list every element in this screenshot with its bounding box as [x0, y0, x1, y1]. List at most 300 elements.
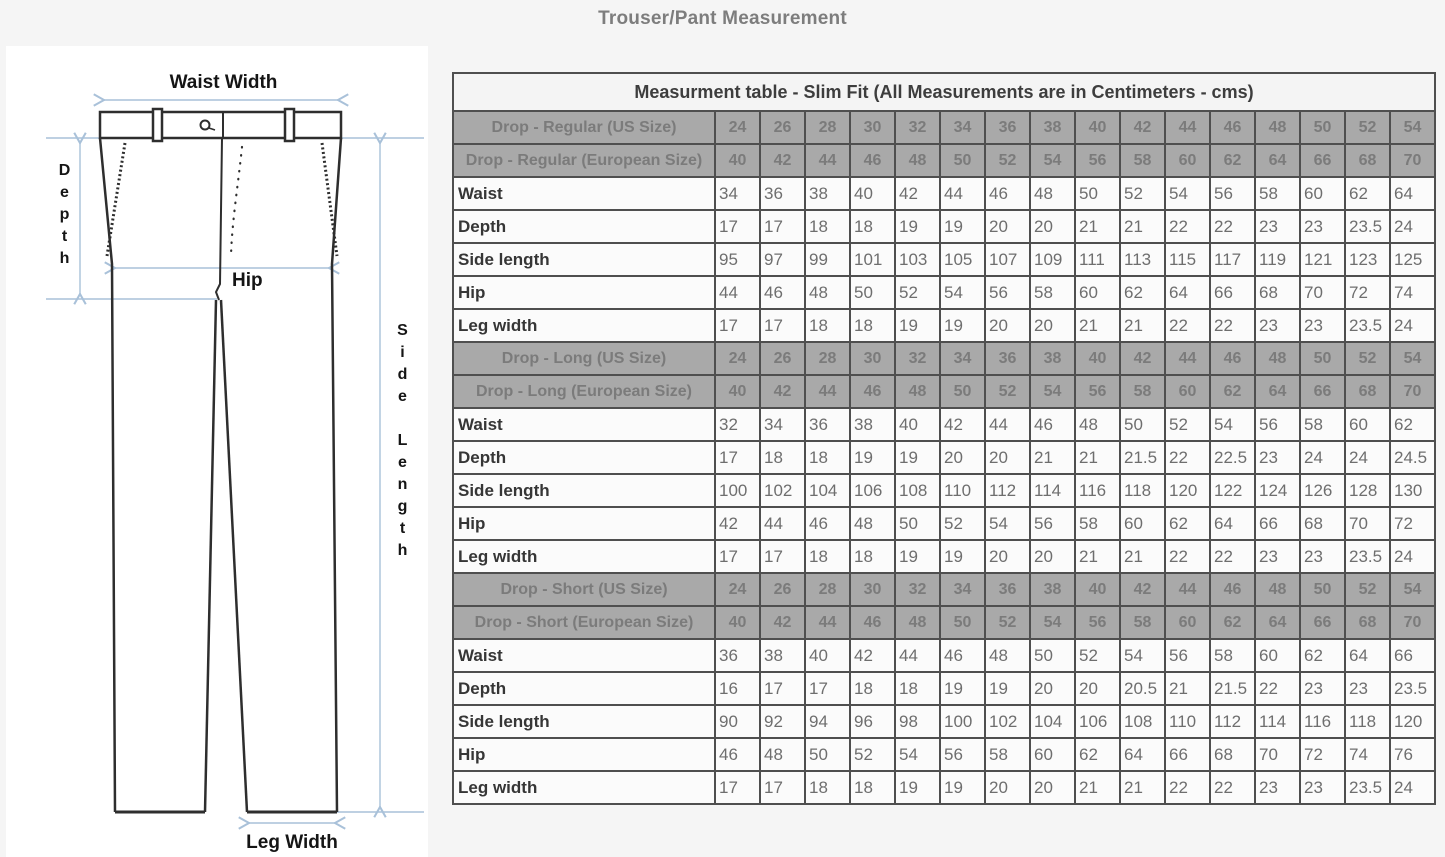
cell-value: 98 — [895, 705, 940, 738]
size-header-row — [453, 111, 1435, 144]
cell-value: 46 — [1210, 342, 1255, 375]
cell-value: 40 — [715, 606, 760, 639]
cell-value: 112 — [1210, 705, 1255, 738]
cell-value: 23 — [1255, 309, 1300, 342]
cell-value: 56 — [1075, 375, 1120, 408]
size-header-row — [453, 342, 1435, 375]
row-label: Side length — [453, 243, 715, 276]
cell-value: 68 — [1345, 144, 1390, 177]
measurement-row — [453, 243, 1435, 276]
cell-value: 66 — [1210, 276, 1255, 309]
cell-value: 66 — [1300, 375, 1345, 408]
cell-value: 38 — [1030, 573, 1075, 606]
cell-value: 18 — [850, 540, 895, 573]
cell-value: 60 — [1165, 606, 1210, 639]
cell-value: 20 — [1030, 210, 1075, 243]
cell-value: 21 — [1075, 771, 1120, 804]
cell-value: 52 — [1165, 408, 1210, 441]
cell-value: 50 — [1120, 408, 1165, 441]
cell-value: 40 — [895, 408, 940, 441]
cell-value: 56 — [1255, 408, 1300, 441]
cell-value: 17 — [715, 540, 760, 573]
cell-value: 18 — [850, 210, 895, 243]
cell-value: 76 — [1390, 738, 1435, 771]
cell-value: 19 — [940, 540, 985, 573]
cell-value: 50 — [895, 507, 940, 540]
cell-value: 50 — [1300, 342, 1345, 375]
cell-value: 52 — [850, 738, 895, 771]
cell-value: 130 — [1390, 474, 1435, 507]
cell-value: 24 — [1390, 210, 1435, 243]
cell-value: 48 — [1030, 177, 1075, 210]
cell-value: 23 — [1255, 441, 1300, 474]
cell-value: 23 — [1300, 309, 1345, 342]
cell-value: 34 — [940, 342, 985, 375]
cell-value: 95 — [715, 243, 760, 276]
cell-value: 64 — [1390, 177, 1435, 210]
cell-value: 56 — [1075, 144, 1120, 177]
row-label: Hip — [453, 738, 715, 771]
cell-value: 48 — [895, 375, 940, 408]
cell-value: 50 — [940, 606, 985, 639]
cell-value: 103 — [895, 243, 940, 276]
cell-value: 60 — [1165, 375, 1210, 408]
cell-value: 19 — [895, 210, 940, 243]
page-title: Trouser/Pant Measurement — [598, 8, 847, 29]
cell-value: 96 — [850, 705, 895, 738]
cell-value: 38 — [805, 177, 850, 210]
cell-value: 40 — [1075, 573, 1120, 606]
cell-value: 21 — [1120, 771, 1165, 804]
row-label: Waist — [453, 639, 715, 672]
cell-value: 56 — [940, 738, 985, 771]
cell-value: 40 — [715, 375, 760, 408]
cell-value: 17 — [715, 309, 760, 342]
cell-value: 64 — [1255, 144, 1300, 177]
trouser-outline — [100, 109, 341, 812]
cell-value: 48 — [1255, 111, 1300, 144]
cell-value: 36 — [715, 639, 760, 672]
cell-value: 109 — [1030, 243, 1075, 276]
cell-value: 23 — [1300, 210, 1345, 243]
cell-value: 128 — [1345, 474, 1390, 507]
cell-value: 42 — [850, 639, 895, 672]
cell-value: 21 — [1075, 210, 1120, 243]
cell-value: 94 — [805, 705, 850, 738]
cell-value: 18 — [805, 309, 850, 342]
cell-value: 17 — [760, 309, 805, 342]
cell-value: 48 — [985, 639, 1030, 672]
cell-value: 17 — [715, 771, 760, 804]
cell-value: 26 — [760, 342, 805, 375]
row-label: Depth — [453, 672, 715, 705]
cell-value: 72 — [1345, 276, 1390, 309]
cell-value: 46 — [985, 177, 1030, 210]
cell-value: 64 — [1210, 507, 1255, 540]
cell-value: 17 — [715, 441, 760, 474]
cell-value: 23 — [1345, 672, 1390, 705]
row-label: Waist — [453, 177, 715, 210]
cell-value: 50 — [940, 375, 985, 408]
table-title: Measurment table - Slim Fit (All Measurements are in Centimeters - cms) — [453, 73, 1435, 111]
cell-value: 72 — [1300, 738, 1345, 771]
cell-value: 22 — [1255, 672, 1300, 705]
cell-value: 68 — [1345, 375, 1390, 408]
cell-value: 70 — [1300, 276, 1345, 309]
cell-value: 20 — [940, 441, 985, 474]
cell-value: 23 — [1255, 540, 1300, 573]
size-header-row — [453, 375, 1435, 408]
cell-value: 16 — [715, 672, 760, 705]
cell-value: 119 — [1255, 243, 1300, 276]
cell-value: 44 — [1165, 573, 1210, 606]
cell-value: 54 — [1030, 375, 1075, 408]
cell-value: 122 — [1210, 474, 1255, 507]
row-label: Drop - Long (European Size) — [453, 375, 715, 408]
cell-value: 20 — [985, 309, 1030, 342]
cell-value: 54 — [1030, 144, 1075, 177]
cell-value: 64 — [1165, 276, 1210, 309]
cell-value: 125 — [1390, 243, 1435, 276]
cell-value: 23.5 — [1345, 540, 1390, 573]
hip-label: Hip — [232, 270, 263, 291]
cell-value: 17 — [760, 210, 805, 243]
cell-value: 113 — [1120, 243, 1165, 276]
cell-value: 18 — [850, 771, 895, 804]
cell-value: 62 — [1210, 144, 1255, 177]
cell-value: 70 — [1345, 507, 1390, 540]
measurement-row — [453, 738, 1435, 771]
depth-label: Depth — [56, 162, 73, 272]
cell-value: 58 — [1255, 177, 1300, 210]
cell-value: 110 — [1165, 705, 1210, 738]
cell-value: 23 — [1255, 771, 1300, 804]
cell-value: 18 — [805, 210, 850, 243]
cell-value: 21 — [1120, 210, 1165, 243]
cell-value: 48 — [1255, 573, 1300, 606]
cell-value: 48 — [760, 738, 805, 771]
cell-value: 66 — [1165, 738, 1210, 771]
cell-value: 21 — [1120, 540, 1165, 573]
cell-value: 64 — [1255, 375, 1300, 408]
cell-value: 52 — [1075, 639, 1120, 672]
cell-value: 68 — [1345, 606, 1390, 639]
cell-value: 46 — [850, 375, 895, 408]
cell-value: 50 — [1030, 639, 1075, 672]
cell-value: 22 — [1165, 771, 1210, 804]
cell-value: 28 — [805, 111, 850, 144]
cell-value: 60 — [1030, 738, 1075, 771]
cell-value: 24 — [1390, 540, 1435, 573]
cell-value: 60 — [1300, 177, 1345, 210]
cell-value: 56 — [1210, 177, 1255, 210]
cell-value: 104 — [1030, 705, 1075, 738]
cell-value: 19 — [940, 210, 985, 243]
cell-value: 54 — [1390, 111, 1435, 144]
cell-value: 18 — [850, 309, 895, 342]
cell-value: 44 — [805, 375, 850, 408]
cell-value: 19 — [895, 771, 940, 804]
row-label: Drop - Short (US Size) — [453, 573, 715, 606]
cell-value: 48 — [895, 606, 940, 639]
measurement-row — [453, 771, 1435, 804]
cell-value: 22 — [1165, 210, 1210, 243]
cell-value: 99 — [805, 243, 850, 276]
cell-value: 66 — [1390, 639, 1435, 672]
row-label: Hip — [453, 507, 715, 540]
cell-value: 42 — [715, 507, 760, 540]
cell-value: 106 — [1075, 705, 1120, 738]
cell-value: 21 — [1030, 441, 1075, 474]
cell-value: 62 — [1210, 375, 1255, 408]
cell-value: 112 — [985, 474, 1030, 507]
cell-value: 44 — [895, 639, 940, 672]
cell-value: 28 — [805, 573, 850, 606]
cell-value: 54 — [1120, 639, 1165, 672]
row-label: Drop - Long (US Size) — [453, 342, 715, 375]
cell-value: 58 — [985, 738, 1030, 771]
cell-value: 30 — [850, 573, 895, 606]
cell-value: 48 — [1075, 408, 1120, 441]
cell-value: 44 — [940, 177, 985, 210]
cell-value: 66 — [1255, 507, 1300, 540]
cell-value: 36 — [805, 408, 850, 441]
cell-value: 19 — [895, 441, 940, 474]
side-length-label: Side Length — [394, 322, 411, 564]
cell-value: 19 — [940, 672, 985, 705]
cell-value: 42 — [760, 606, 805, 639]
cell-value: 38 — [1030, 111, 1075, 144]
cell-value: 18 — [805, 441, 850, 474]
cell-value: 23 — [1300, 540, 1345, 573]
cell-value: 20 — [1075, 672, 1120, 705]
cell-value: 20 — [1030, 771, 1075, 804]
measurement-row — [453, 507, 1435, 540]
cell-value: 23.5 — [1345, 771, 1390, 804]
cell-value: 54 — [1165, 177, 1210, 210]
cell-value: 18 — [805, 771, 850, 804]
cell-value: 20 — [1030, 672, 1075, 705]
cell-value: 18 — [850, 672, 895, 705]
cell-value: 70 — [1390, 375, 1435, 408]
cell-value: 42 — [940, 408, 985, 441]
measurement-row — [453, 210, 1435, 243]
cell-value: 54 — [895, 738, 940, 771]
cell-value: 17 — [760, 540, 805, 573]
cell-value: 62 — [1300, 639, 1345, 672]
cell-value: 100 — [940, 705, 985, 738]
size-header-row — [453, 144, 1435, 177]
cell-value: 40 — [715, 144, 760, 177]
cell-value: 17 — [760, 771, 805, 804]
size-header-row — [453, 573, 1435, 606]
cell-value: 64 — [1345, 639, 1390, 672]
row-label: Leg width — [453, 540, 715, 573]
cell-value: 50 — [1300, 111, 1345, 144]
row-label: Drop - Short (European Size) — [453, 606, 715, 639]
cell-value: 21 — [1075, 540, 1120, 573]
row-label: Leg width — [453, 309, 715, 342]
cell-value: 46 — [1030, 408, 1075, 441]
measurement-row — [453, 705, 1435, 738]
cell-value: 108 — [895, 474, 940, 507]
cell-value: 42 — [895, 177, 940, 210]
cell-value: 23 — [1300, 771, 1345, 804]
cell-value: 24 — [715, 111, 760, 144]
cell-value: 21 — [1075, 441, 1120, 474]
cell-value: 42 — [1120, 573, 1165, 606]
cell-value: 107 — [985, 243, 1030, 276]
cell-value: 58 — [1120, 606, 1165, 639]
cell-value: 20 — [985, 771, 1030, 804]
cell-value: 28 — [805, 342, 850, 375]
cell-value: 24 — [715, 342, 760, 375]
row-label: Drop - Regular (European Size) — [453, 144, 715, 177]
cell-value: 92 — [760, 705, 805, 738]
cell-value: 46 — [850, 144, 895, 177]
cell-value: 23 — [1300, 672, 1345, 705]
cell-value: 66 — [1300, 144, 1345, 177]
cell-value: 68 — [1300, 507, 1345, 540]
trouser-diagram-panel — [6, 46, 428, 857]
leg-width-label: Leg Width — [246, 832, 338, 853]
cell-value: 48 — [1255, 342, 1300, 375]
cell-value: 24.5 — [1390, 441, 1435, 474]
cell-value: 70 — [1390, 606, 1435, 639]
row-label: Hip — [453, 276, 715, 309]
measurement-row — [453, 408, 1435, 441]
measurement-row — [453, 540, 1435, 573]
cell-value: 26 — [760, 111, 805, 144]
row-label: Depth — [453, 210, 715, 243]
cell-value: 24 — [1300, 441, 1345, 474]
cell-value: 40 — [805, 639, 850, 672]
cell-value: 44 — [805, 606, 850, 639]
cell-value: 60 — [1120, 507, 1165, 540]
cell-value: 22 — [1210, 771, 1255, 804]
cell-value: 44 — [760, 507, 805, 540]
cell-value: 44 — [805, 144, 850, 177]
cell-value: 22 — [1165, 441, 1210, 474]
cell-value: 74 — [1345, 738, 1390, 771]
cell-value: 52 — [1345, 111, 1390, 144]
cell-value: 58 — [1300, 408, 1345, 441]
cell-value: 102 — [985, 705, 1030, 738]
cell-value: 54 — [1390, 573, 1435, 606]
cell-value: 70 — [1390, 144, 1435, 177]
cell-value: 23.5 — [1345, 309, 1390, 342]
cell-value: 50 — [1075, 177, 1120, 210]
cell-value: 19 — [895, 540, 940, 573]
cell-value: 101 — [850, 243, 895, 276]
cell-value: 68 — [1255, 276, 1300, 309]
cell-value: 21 — [1165, 672, 1210, 705]
cell-value: 60 — [1075, 276, 1120, 309]
cell-value: 17 — [760, 672, 805, 705]
cell-value: 19 — [940, 771, 985, 804]
cell-value: 52 — [985, 606, 1030, 639]
cell-value: 24 — [715, 573, 760, 606]
measurement-row — [453, 672, 1435, 705]
cell-value: 62 — [1120, 276, 1165, 309]
cell-value: 19 — [940, 309, 985, 342]
measurement-row — [453, 474, 1435, 507]
cell-value: 50 — [1300, 573, 1345, 606]
cell-value: 19 — [985, 672, 1030, 705]
row-label: Side length — [453, 474, 715, 507]
cell-value: 58 — [1030, 276, 1075, 309]
cell-value: 108 — [1120, 705, 1165, 738]
cell-value: 46 — [715, 738, 760, 771]
cell-value: 42 — [760, 375, 805, 408]
cell-value: 22 — [1165, 540, 1210, 573]
cell-value: 62 — [1345, 177, 1390, 210]
cell-value: 90 — [715, 705, 760, 738]
cell-value: 118 — [1345, 705, 1390, 738]
cell-value: 42 — [1120, 111, 1165, 144]
cell-value: 68 — [1210, 738, 1255, 771]
cell-value: 50 — [805, 738, 850, 771]
cell-value: 20 — [1030, 309, 1075, 342]
cell-value: 52 — [940, 507, 985, 540]
cell-value: 19 — [895, 309, 940, 342]
cell-value: 54 — [1030, 606, 1075, 639]
cell-value: 20 — [985, 210, 1030, 243]
cell-value: 34 — [940, 111, 985, 144]
cell-value: 44 — [715, 276, 760, 309]
cell-value: 116 — [1300, 705, 1345, 738]
cell-value: 44 — [1165, 111, 1210, 144]
cell-value: 36 — [985, 342, 1030, 375]
cell-value: 52 — [985, 144, 1030, 177]
cell-value: 36 — [760, 177, 805, 210]
cell-value: 56 — [1165, 639, 1210, 672]
cell-value: 20.5 — [1120, 672, 1165, 705]
cell-value: 50 — [850, 276, 895, 309]
measurement-row — [453, 639, 1435, 672]
cell-value: 97 — [760, 243, 805, 276]
cell-value: 48 — [850, 507, 895, 540]
cell-value: 30 — [850, 111, 895, 144]
cell-value: 70 — [1255, 738, 1300, 771]
cell-value: 40 — [1075, 342, 1120, 375]
cell-value: 38 — [850, 408, 895, 441]
measurement-table — [452, 72, 1436, 805]
cell-value: 48 — [805, 276, 850, 309]
cell-value: 21.5 — [1210, 672, 1255, 705]
cell-value: 17 — [805, 672, 850, 705]
cell-value: 46 — [940, 639, 985, 672]
table-title-row — [453, 73, 1435, 111]
cell-value: 42 — [1120, 342, 1165, 375]
cell-value: 58 — [1075, 507, 1120, 540]
cell-value: 32 — [895, 573, 940, 606]
cell-value: 20 — [1030, 540, 1075, 573]
cell-value: 52 — [985, 375, 1030, 408]
cell-value: 21 — [1120, 309, 1165, 342]
cell-value: 72 — [1390, 507, 1435, 540]
cell-value: 46 — [1210, 573, 1255, 606]
cell-value: 22 — [1210, 210, 1255, 243]
cell-value: 52 — [1120, 177, 1165, 210]
cell-value: 56 — [1075, 606, 1120, 639]
measure-reference-lines — [46, 138, 424, 812]
cell-value: 40 — [1075, 111, 1120, 144]
cell-value: 46 — [850, 606, 895, 639]
cell-value: 114 — [1030, 474, 1075, 507]
cell-value: 62 — [1390, 408, 1435, 441]
cell-value: 20 — [985, 441, 1030, 474]
